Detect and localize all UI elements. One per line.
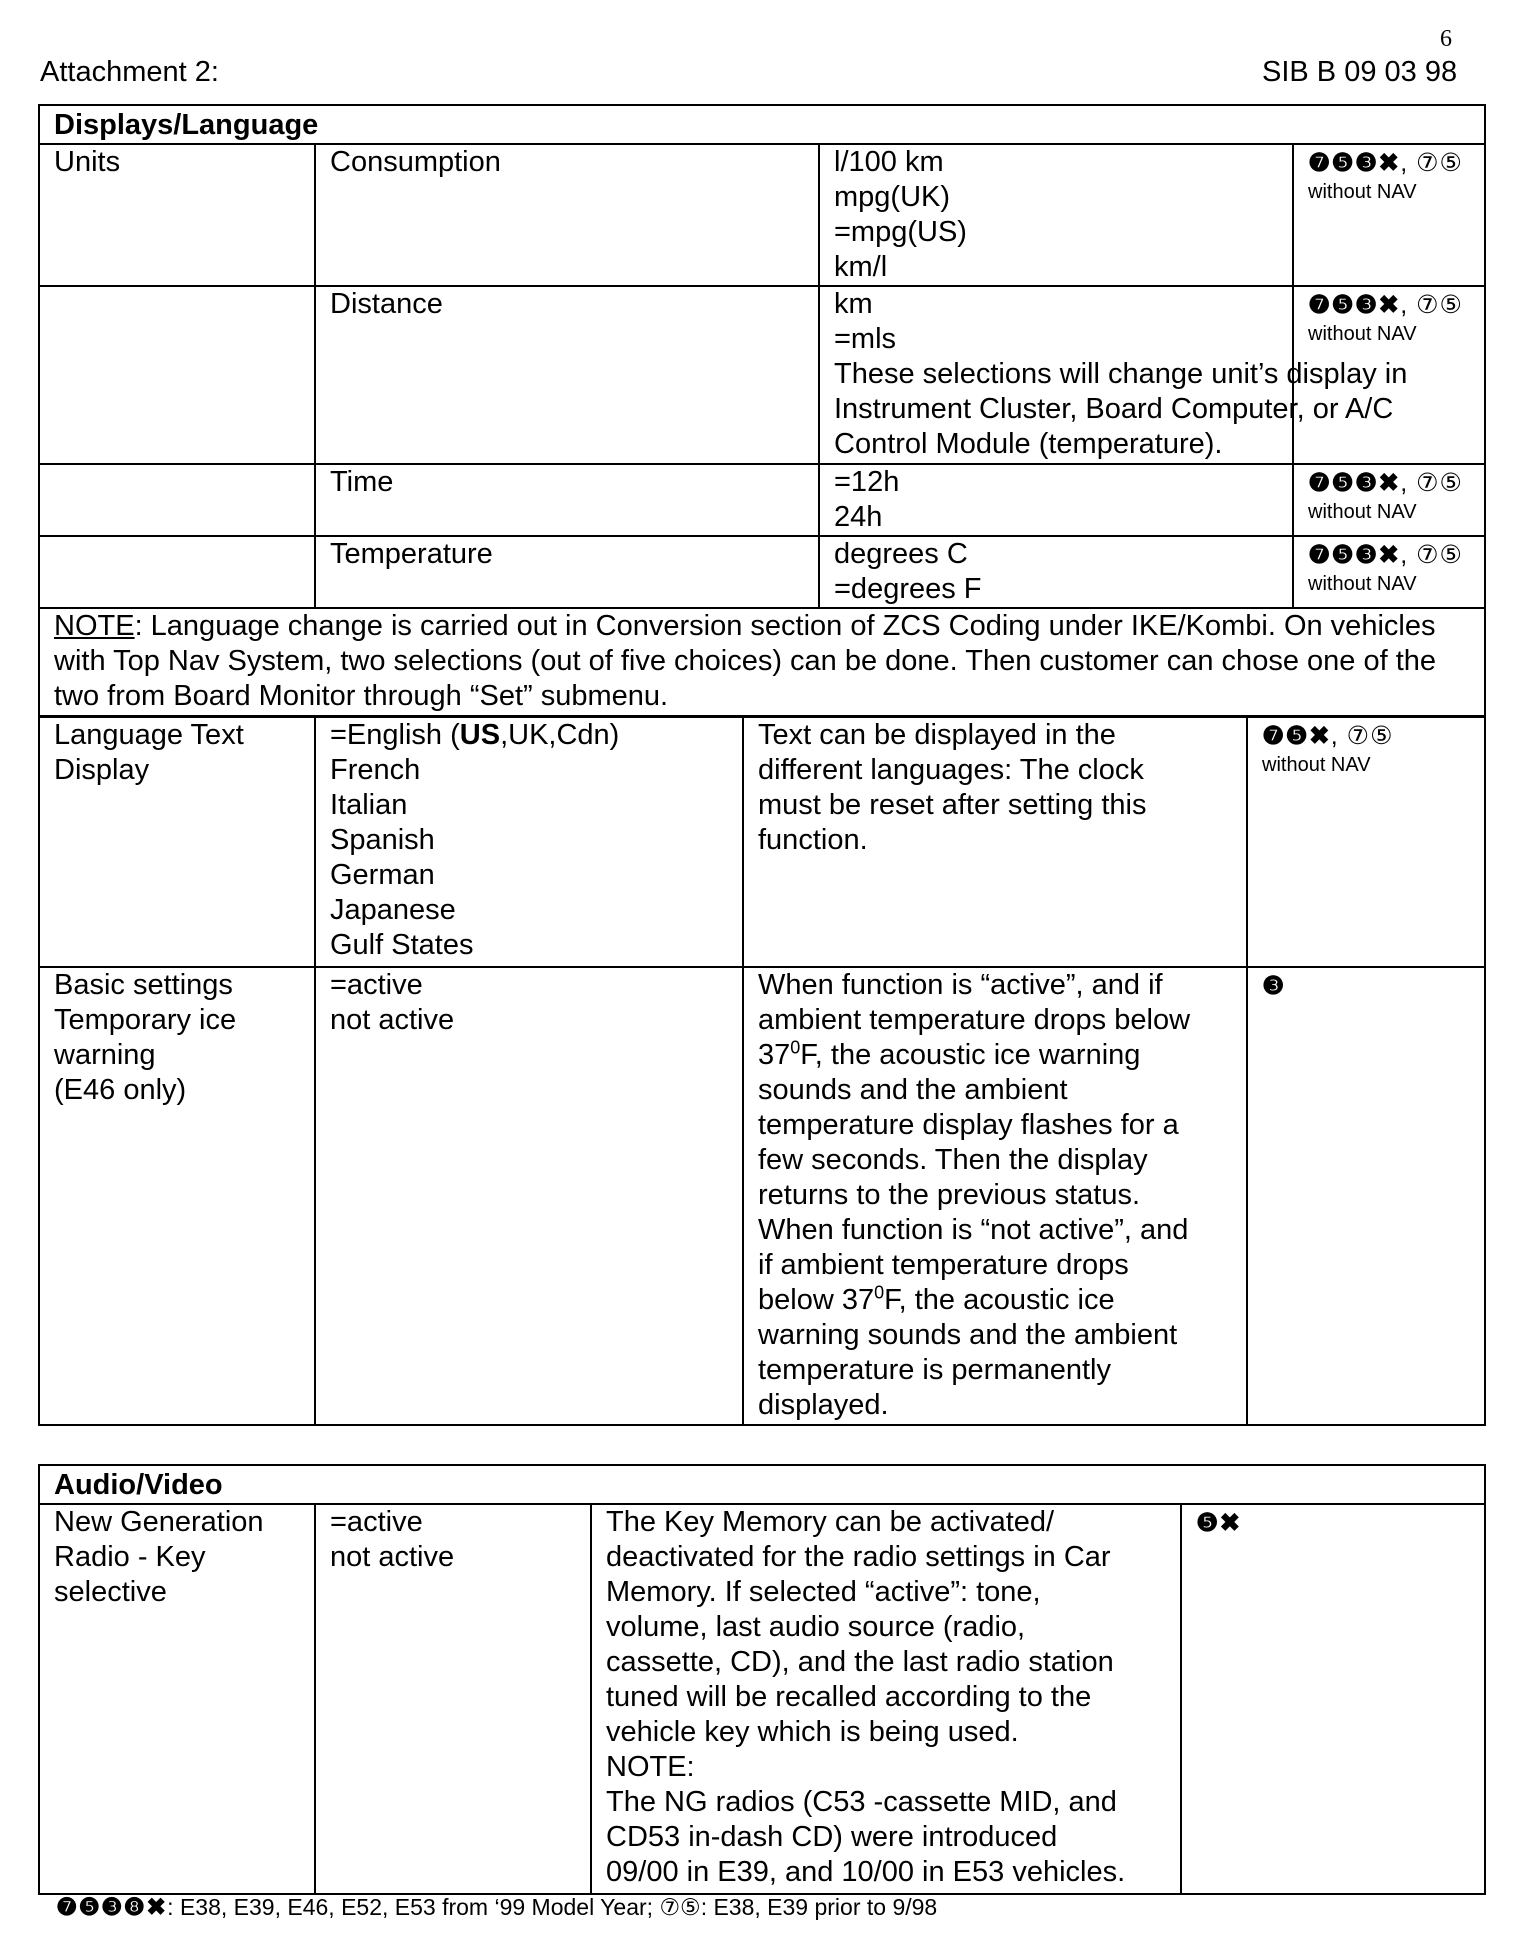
desc-text: 37 bbox=[758, 1039, 791, 1071]
desc-line: vehicle key which is being used. bbox=[606, 1716, 1019, 1748]
alt-code-icons: , ⑦⑤ bbox=[1400, 291, 1463, 319]
desc-line: When function is “not active”, and bbox=[758, 1214, 1189, 1246]
degree-sup: 0 bbox=[874, 1282, 885, 1303]
desc-line: function. bbox=[758, 824, 868, 856]
option: =mls bbox=[834, 323, 897, 355]
model-code-icons: ❼❺❸✖ bbox=[1308, 149, 1401, 177]
option: Gulf States bbox=[330, 929, 474, 961]
option: mpg(UK) bbox=[834, 181, 951, 213]
label-line: Radio - Key bbox=[54, 1541, 206, 1573]
model-code-icons: ❺✖ bbox=[1196, 1509, 1242, 1537]
time-options bbox=[819, 464, 1293, 536]
option: German bbox=[330, 859, 435, 891]
nav-note: without NAV bbox=[1262, 754, 1371, 776]
label-line: selective bbox=[54, 1576, 167, 1608]
label-line: New Generation bbox=[54, 1506, 264, 1538]
language-note bbox=[39, 608, 1485, 716]
option: km/l bbox=[834, 251, 888, 283]
desc-line: displayed. bbox=[758, 1389, 889, 1421]
desc-line: sounds and the ambient bbox=[758, 1074, 1068, 1106]
label-line: warning bbox=[54, 1039, 156, 1071]
desc-line: cassette, CD), and the last radio station bbox=[606, 1646, 1114, 1678]
option: =active bbox=[330, 1506, 423, 1538]
alt-code-icons: , ⑦⑤ bbox=[1330, 722, 1394, 750]
option-english bbox=[330, 718, 734, 753]
language-model-codes bbox=[1247, 717, 1485, 967]
option: l/100 km bbox=[834, 146, 944, 178]
desc-line: warning sounds and the ambient bbox=[758, 1319, 1178, 1351]
desc-line: Memory. If selected “active”: tone, bbox=[606, 1576, 1041, 1608]
consumption-model-codes bbox=[1293, 144, 1485, 286]
footer-legend bbox=[56, 1893, 937, 1922]
desc-line: When function is “active”, and if bbox=[758, 969, 1163, 1001]
label-line: Language Text bbox=[54, 719, 244, 751]
desc-line: different languages: The clock bbox=[758, 754, 1144, 786]
nav-note: without NAV bbox=[1308, 573, 1417, 595]
desc-line: must be reset after setting this bbox=[758, 789, 1147, 821]
desc-line: CD53 in-dash CD) were introduced bbox=[606, 1821, 1058, 1853]
label-line: Display bbox=[54, 754, 150, 786]
consumption-options bbox=[819, 144, 1293, 286]
label-line: Temporary ice bbox=[54, 1004, 237, 1036]
desc-line: Text can be displayed in the bbox=[758, 719, 1116, 751]
desc-line: deactivated for the radio settings in Car bbox=[606, 1541, 1111, 1573]
model-code-icons: ❼❺✖ bbox=[1262, 722, 1331, 750]
nav-note: without NAV bbox=[1308, 181, 1417, 203]
footer-model-code-icons: ❼❺❸❽✖ bbox=[56, 1894, 168, 1921]
audio-video-table bbox=[38, 1464, 1486, 1895]
desc-line: temperature display flashes for a bbox=[758, 1109, 1179, 1141]
page-number: 6 bbox=[1440, 26, 1452, 52]
empty-cell bbox=[39, 464, 315, 536]
desc-line: NOTE: bbox=[606, 1751, 695, 1783]
radio-model-codes bbox=[1181, 1504, 1485, 1894]
document-id: SIB B 09 03 98 bbox=[1262, 56, 1458, 88]
temperature-options bbox=[819, 536, 1293, 608]
model-code-icons: ❸ bbox=[1262, 972, 1286, 1000]
option: not active bbox=[330, 1541, 455, 1573]
desc-line: 09/00 in E39, and 10/00 in E53 vehicles. bbox=[606, 1856, 1126, 1888]
option: 24h bbox=[834, 501, 883, 533]
desc-line: The Key Memory can be activated/ bbox=[606, 1506, 1055, 1538]
desc-text: F, the acoustic ice warning bbox=[800, 1039, 1141, 1071]
model-code-icons: ❼❺❸✖ bbox=[1308, 541, 1401, 569]
desc-line: tuned will be recalled according to the bbox=[606, 1681, 1092, 1713]
option: not active bbox=[330, 1004, 455, 1036]
alt-code-icons: , ⑦⑤ bbox=[1400, 541, 1463, 569]
attachment-label: Attachment 2: bbox=[40, 56, 219, 88]
note-text: : Language change is carried out in Conversion section of ZCS Coding under IKE/Kombi. On vehicles with Top Nav System, two selections (out of five choices) can be done. Then customer can chose one of the two from Board Monitor through “Set” submenu. bbox=[54, 610, 1437, 712]
section-title-audio: Audio/Video bbox=[39, 1465, 1485, 1504]
time-model-codes bbox=[1293, 464, 1485, 536]
option-bold: US bbox=[459, 719, 501, 751]
ice-warning-options bbox=[315, 967, 743, 1425]
footer-alt-code-icons: ⑦⑤ bbox=[659, 1894, 701, 1920]
section-title-displays: Displays/Language bbox=[39, 105, 1485, 144]
option: Instrument Cluster, Board Computer, or A/C bbox=[834, 393, 1394, 425]
empty-cell bbox=[39, 536, 315, 608]
degree-sup: 0 bbox=[790, 1037, 801, 1058]
desc-text: F, the acoustic ice bbox=[884, 1284, 1115, 1316]
language-settings-table bbox=[38, 716, 1486, 1426]
option: =mpg(US) bbox=[834, 216, 967, 248]
option: =degrees F bbox=[834, 573, 982, 605]
option: =active bbox=[330, 969, 423, 1001]
temperature-model-codes bbox=[1293, 536, 1485, 608]
alt-code-icons: , ⑦⑤ bbox=[1400, 469, 1463, 497]
note-label: NOTE bbox=[54, 610, 135, 642]
ice-warning-label bbox=[39, 967, 315, 1425]
empty-cell bbox=[39, 286, 315, 464]
nav-note: without NAV bbox=[1308, 323, 1417, 345]
option: French bbox=[330, 754, 421, 786]
option: These selections will change unit’s display in bbox=[834, 358, 1408, 390]
radio-label bbox=[39, 1504, 315, 1894]
radio-options bbox=[315, 1504, 591, 1894]
option-text: =English ( bbox=[330, 719, 460, 751]
desc-line: returns to the previous status. bbox=[758, 1179, 1141, 1211]
desc-line bbox=[758, 1283, 1238, 1318]
desc-line: if ambient temperature drops bbox=[758, 1249, 1129, 1281]
model-code-icons: ❼❺❸✖ bbox=[1308, 291, 1401, 319]
model-code-icons: ❼❺❸✖ bbox=[1308, 469, 1401, 497]
language-options bbox=[315, 717, 743, 967]
option: degrees C bbox=[834, 538, 968, 570]
desc-line: ambient temperature drops below bbox=[758, 1004, 1191, 1036]
desc-line: few seconds. Then the display bbox=[758, 1144, 1148, 1176]
option-text: ,UK,Cdn) bbox=[500, 719, 620, 751]
language-description bbox=[743, 717, 1247, 967]
alt-code-icons: , ⑦⑤ bbox=[1400, 149, 1463, 177]
option: Italian bbox=[330, 789, 408, 821]
option: Control Module (temperature). bbox=[834, 428, 1223, 460]
units-label: Units bbox=[39, 144, 315, 286]
ice-warning-model-codes bbox=[1247, 967, 1485, 1425]
option: km bbox=[834, 288, 873, 320]
language-label bbox=[39, 717, 315, 967]
label-line: (E46 only) bbox=[54, 1074, 187, 1106]
footer-text: : E38, E39, E46, E52, E53 from ‘99 Model Year; bbox=[167, 1894, 660, 1920]
label-line: Basic settings bbox=[54, 969, 233, 1001]
time-label: Time bbox=[315, 464, 819, 536]
desc-line bbox=[758, 1038, 1238, 1073]
footer-text: : E38, E39 prior to 9/98 bbox=[700, 1894, 938, 1920]
temperature-label: Temperature bbox=[315, 536, 819, 608]
nav-note: without NAV bbox=[1308, 501, 1417, 523]
consumption-label: Consumption bbox=[315, 144, 819, 286]
distance-label: Distance bbox=[315, 286, 819, 464]
option: Spanish bbox=[330, 824, 435, 856]
desc-line: temperature is permanently bbox=[758, 1354, 1111, 1386]
option: Japanese bbox=[330, 894, 456, 926]
desc-line: The NG radios (C53 -cassette MID, and bbox=[606, 1786, 1117, 1818]
displays-language-table bbox=[38, 104, 1486, 717]
ice-warning-description bbox=[743, 967, 1247, 1425]
radio-description bbox=[591, 1504, 1181, 1894]
option: =12h bbox=[834, 466, 900, 498]
desc-line: volume, last audio source (radio, bbox=[606, 1611, 1026, 1643]
desc-text: below 37 bbox=[758, 1284, 875, 1316]
